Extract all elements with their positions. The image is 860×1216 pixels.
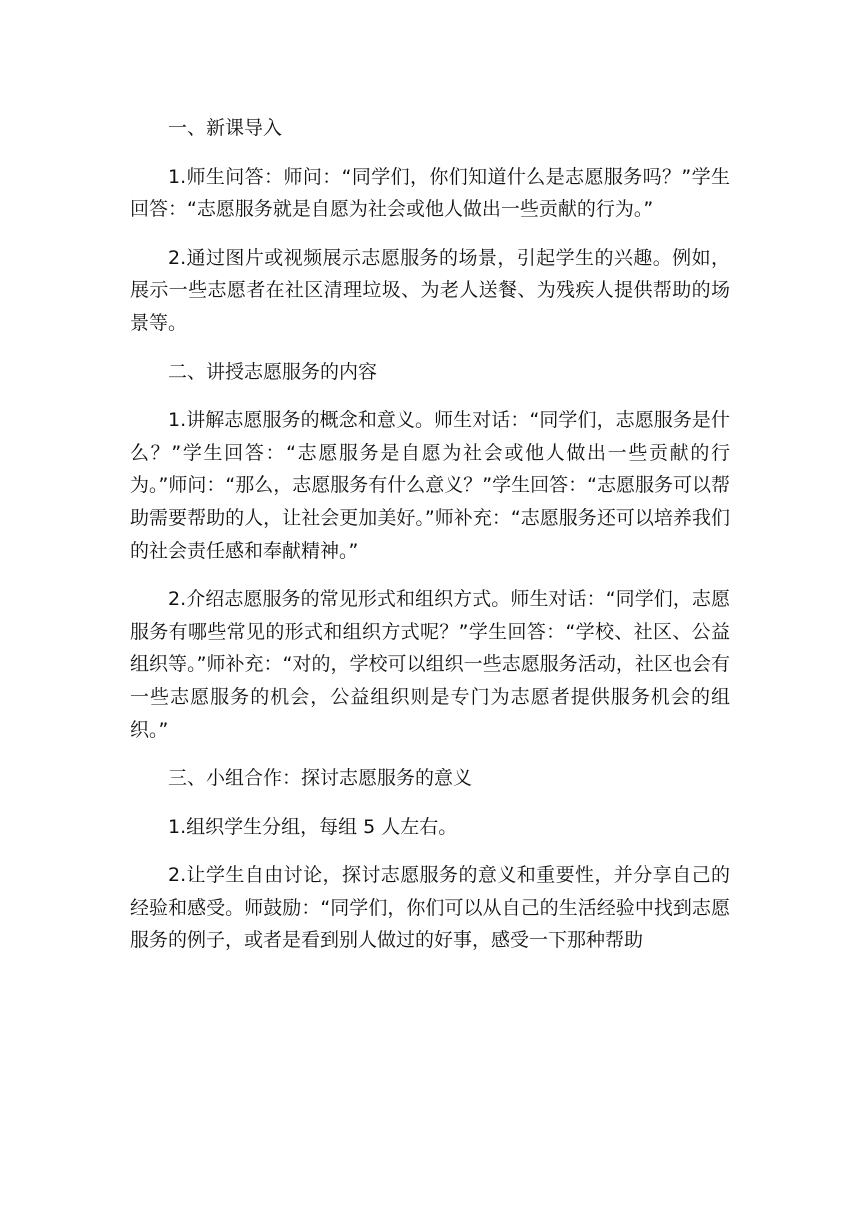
section-heading-1: 一、新课导入	[168, 117, 283, 139]
paragraph-1-1: 1.师生问答：师问：“同学们，你们知道什么是志愿服务吗？”学生回答：“志愿服务就是自愿为社会或他人做出一些贡献的行为。”	[130, 165, 730, 221]
section-heading-3: 三、小组合作：探讨志愿服务的意义	[168, 767, 473, 790]
section-heading-2: 二、讲授志愿服务的内容	[168, 360, 378, 383]
paragraph-1-2: 2.通过图片或视频展示志愿服务的场景，引起学生的兴趣。例如，展示一些志愿者在社区清理垃圾、为老人送餐、为残疾人提供帮助的场景等。	[130, 246, 730, 334]
paragraph-3-1: 1.组织学生分组，每组 5 人左右。	[168, 815, 458, 838]
paragraph-2-1: 1.讲解志愿服务的概念和意义。师生对话：“同学们，志愿服务是什么？”学生回答：“志愿服务是自愿为社会或他人做出一些贡献的行为。”师问：“那么，志愿服务有什么意义？”学生回答：“志愿服务可以帮助需要帮助的人，让社会更加美好。”师补充：“志愿服务还可以培养我们的社会责任感和奉献精神。”	[130, 409, 730, 562]
paragraph-2-2: 2.介绍志愿服务的常见形式和组织方式。师生对话：“同学们，志愿服务有哪些常见的形式和组织方式呢？”学生回答：“学校、社区、公益组织等。”师补充：“对的，学校可以组织一些志愿服务活动，社区也会有一些志愿服务的机会，公益组织则是专门为志愿者提供服务机会的组织。”	[130, 588, 730, 741]
paragraph-3-2: 2.让学生自由讨论，探讨志愿服务的意义和重要性，并分享自己的经验和感受。师鼓励：“同学们，你们可以从自己的生活经验中找到志愿服务的例子，或者是看到别人做过的好事，感受一下那种帮助	[130, 864, 730, 952]
document-body	[130, 112, 730, 973]
